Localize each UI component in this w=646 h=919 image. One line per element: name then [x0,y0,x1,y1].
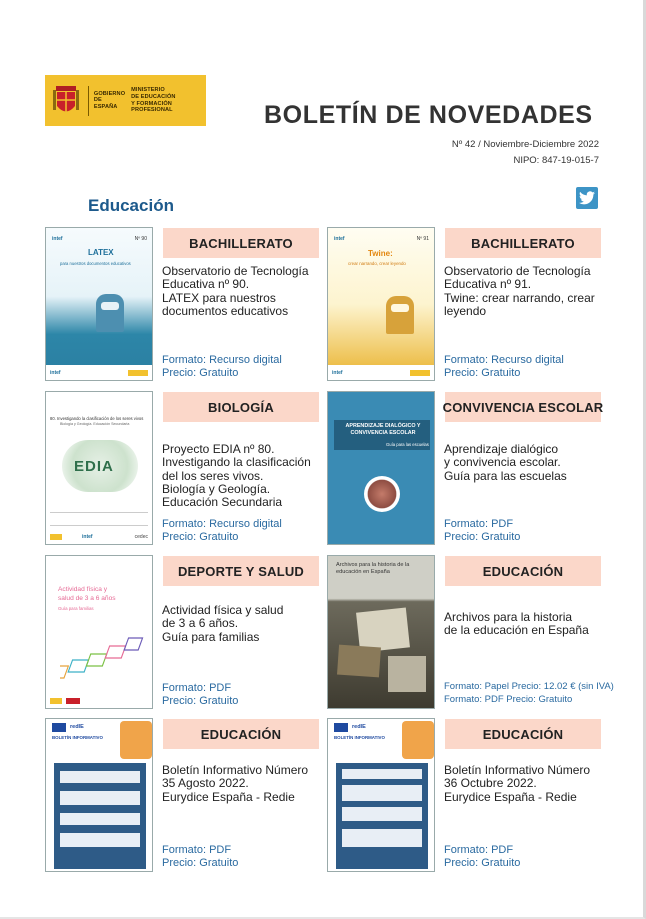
publication-description: Observatorio de Tecnología Educativa nº 90. LATEX para nuestros documentos educativos [162,264,309,318]
cover-latex[interactable] [45,227,153,381]
cover-twine[interactable]: intef Nº 91 Twine: crear narrando, crear leyendo intef [327,227,435,381]
cover-figure [96,294,124,332]
cover-title: Twine: [368,249,393,258]
publication-card[interactable] [327,227,601,381]
eu-flag-icon [334,723,348,732]
publication-description: Aprendizaje dialógico y convivencia escolar. Guía para las escuelas [444,442,567,483]
government-logo [45,75,206,126]
category-label: BACHILLERATO [445,228,601,258]
cover-footer [46,693,152,708]
publication-format-price: Formato: Recurso digital Precio: Gratuito [444,354,564,379]
section-title: Educación [88,196,174,215]
page-title: BOLETÍN DE NOVEDADES [264,101,593,129]
publication-description: Boletín Informativo Número 36 Octubre 2022. Eurydice España - Redie [444,763,591,804]
book-photo [388,656,426,692]
cover-number: Nº 90 [134,236,147,242]
publication-format-price: Formato: PDF Precio: Gratuito [162,682,239,707]
cover-subtitle: para nuestros documentos educativos [60,261,131,266]
publication-description: Proyecto EDIA nº 80. Investigando la clasificación del los seres vivos. Biología y Geología. Educación Secundaria [162,442,311,510]
issue-number: Nº 42 / Noviembre-Diciembre 2022 [451,139,599,150]
cover-footer: intef [46,365,152,380]
book-photo [337,645,381,678]
coat-of-arms-icon [53,84,79,118]
publication-card[interactable] [45,227,319,381]
publication-card[interactable] [45,718,319,872]
hopscotch-illustration [60,634,146,686]
category-label: EDUCACIÓN [445,719,601,749]
publication-card[interactable] [327,718,601,872]
publication-card[interactable] [327,555,614,709]
eu-flag-icon [52,723,66,732]
government-label: GOBIERNO DE ESPAÑA [93,90,126,110]
edia-logo: EDIA [74,458,114,475]
category-label: EDUCACIÓN [445,556,601,586]
cover-brand: intef [52,236,63,242]
category-label: BACHILLERATO [163,228,319,258]
publication-format-price: Formato: PDF Precio: Gratuito [444,844,521,869]
cover-figure [386,296,414,334]
cover-edia[interactable]: 80. Investigando la clasificación de los seres vivos Biología y Geología. Educación Secundaria EDIA intef cedec [45,391,153,545]
europe-map [120,721,152,759]
cover-title: LATEX [88,248,114,257]
cover-actividad-fisica[interactable]: Actividad física y salud de 3 a 6 años Guía para familias [45,555,153,709]
publication-format-price: Formato: Recurso digital Precio: Gratuito [162,354,282,379]
nipo-code: NIPO: 847-19-015-7 [513,155,599,166]
cover-archivos[interactable]: Archivos para la historia de la educación en España [327,555,435,709]
cover-footer: intef [328,365,434,380]
vr-headset-icon [391,304,409,312]
publication-format-price: Formato: PDF Precio: Gratuito [444,518,521,543]
twitter-icon[interactable] [576,187,598,209]
publication-card[interactable] [45,391,319,545]
publication-format-price: Formato: Papel Precio: 12.02 € (sin IVA) Formato: PDF Precio: Gratuito [444,681,614,705]
ministry-label: MINISTERIO DE EDUCACIÓN Y FORMACIÓN PROFESIONAL [131,87,176,114]
category-label: BIOLOGÍA [163,392,319,422]
category-label: DEPORTE Y SALUD [163,556,319,586]
vr-headset-icon [101,302,119,310]
publication-card[interactable] [327,391,604,545]
cover-textblock [50,512,148,526]
cover-boletin-35[interactable]: redIE BOLETÍN INFORMATIVO [45,718,153,872]
publication-description: Boletín Informativo Número 35 Agosto 2022. Eurydice España - Redie [162,763,309,804]
publication-description: Observatorio de Tecnología Educativa nº 91. Twine: crear narrando, crear leyendo [444,264,595,318]
publication-format-price: Formato: PDF Precio: Gratuito [162,844,239,869]
cover-footer: intef cedec [46,529,152,544]
europe-map [402,721,434,759]
category-label: EDUCACIÓN [163,719,319,749]
publication-format-price: Formato: Recurso digital Precio: Gratuito [162,518,282,543]
logo-divider [88,86,89,116]
publication-description: Archivos para la historia de la educación en España [444,610,589,638]
cover-convivencia[interactable]: APRENDIZAJE DIALÓGICO Y CONVIVENCIA ESCOLAR Guía para las escuelas [327,391,435,545]
category-label: CONVIVENCIA ESCOLAR [445,392,601,422]
publication-card[interactable] [45,555,319,709]
cover-boletin-36[interactable]: redIE BOLETÍN INFORMATIVO [327,718,435,872]
publication-description: Actividad física y salud de 3 a 6 años. Guía para familias [162,603,284,644]
hands-photo [364,476,400,512]
